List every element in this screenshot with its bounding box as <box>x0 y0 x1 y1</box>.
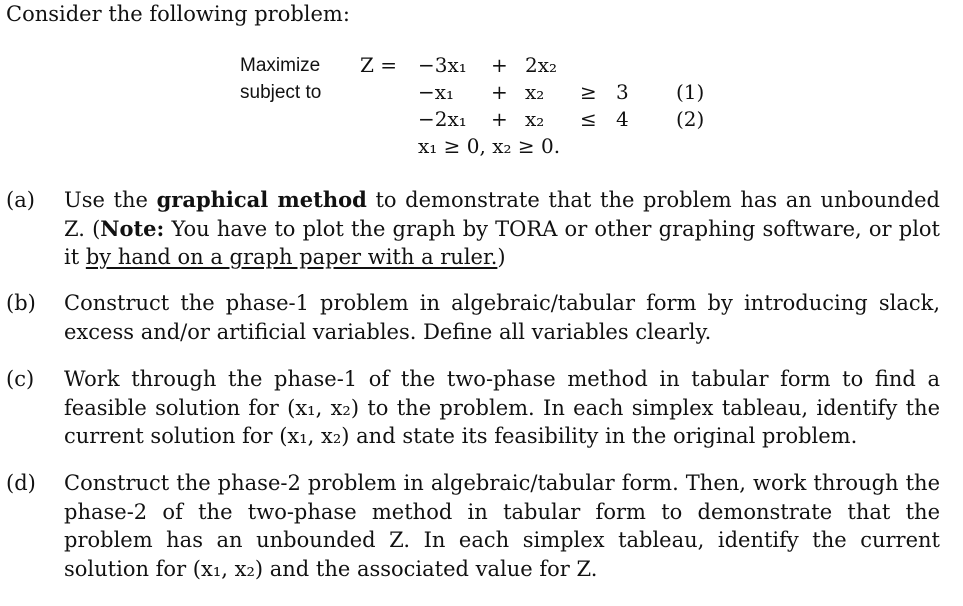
part-a-text <box>64 186 940 272</box>
constraint-2-rhs: 4 <box>616 107 629 131</box>
part-a-underlined-text: by hand on a graph paper with a ruler. <box>85 245 498 269</box>
maximize-label: Maximize <box>240 55 321 76</box>
constraint-1-term-2: x₂ <box>525 80 545 104</box>
part-d-text: Construct the phase-2 problem in algebraic/tabular form. Then, work through the phase-2 of the two-phase method in tabular form to demonstrate that the problem has an unbounded Z. In each simplex tableau, identify the current solution for (x₁, x₂) and the associated value for Z. <box>64 471 940 581</box>
part-a-note-label: Note: <box>100 215 165 241</box>
constraint-2-number: (2) <box>676 107 705 131</box>
part-b-label: (b) <box>6 291 36 315</box>
objective-term-2: 2x₂ <box>525 53 558 77</box>
nonnegativity-constraints: x₁ ≥ 0, x₂ ≥ 0. <box>418 134 561 158</box>
constraint-1-term-1: −x₁ <box>418 80 455 104</box>
part-a-label: (a) <box>6 188 35 212</box>
constraint-2-relation: ≤ <box>580 107 597 131</box>
part-c-label: (c) <box>6 367 35 391</box>
part-d-label: (d) <box>6 471 36 495</box>
constraint-1-rhs: 3 <box>616 80 629 104</box>
part-a-text-1: Use the <box>64 188 157 212</box>
constraint-2-term-1: −2x₁ <box>418 107 467 131</box>
part-a-text-4: ) <box>497 245 506 269</box>
objective-operator: + <box>491 53 508 77</box>
part-a-text-2: to demonstrate that the problem has an unbounded Z. ( <box>64 188 940 241</box>
part-a-text-3: You have to plot the graph by TORA or other graphing software, or plot it <box>64 216 940 269</box>
constraint-1-operator: + <box>491 80 508 104</box>
intro-text: Consider the following problem: <box>6 2 350 26</box>
subject-to-label: subject to <box>240 82 322 103</box>
part-c-text: Work through the phase-1 of the two-phase method in tabular form to find a feasible solution for (x₁, x₂) to the problem. In each simplex tableau, identify the current solution for (x₁, x₂) and state its feasibility in the original problem. <box>64 367 940 448</box>
constraint-1-relation: ≥ <box>580 80 597 104</box>
part-b-text: Construct the phase-1 problem in algebraic/tabular form by introducing slack, excess and/or artificial variables. Define all variables clearly. <box>64 291 940 344</box>
constraint-2-operator: + <box>491 107 508 131</box>
objective-term-1: −3x₁ <box>418 53 467 77</box>
z-equals: Z = <box>360 53 398 77</box>
part-a-bold-graphical-method: graphical method <box>156 187 367 212</box>
constraint-1-number: (1) <box>676 80 705 104</box>
constraint-2-term-2: x₂ <box>525 107 545 131</box>
